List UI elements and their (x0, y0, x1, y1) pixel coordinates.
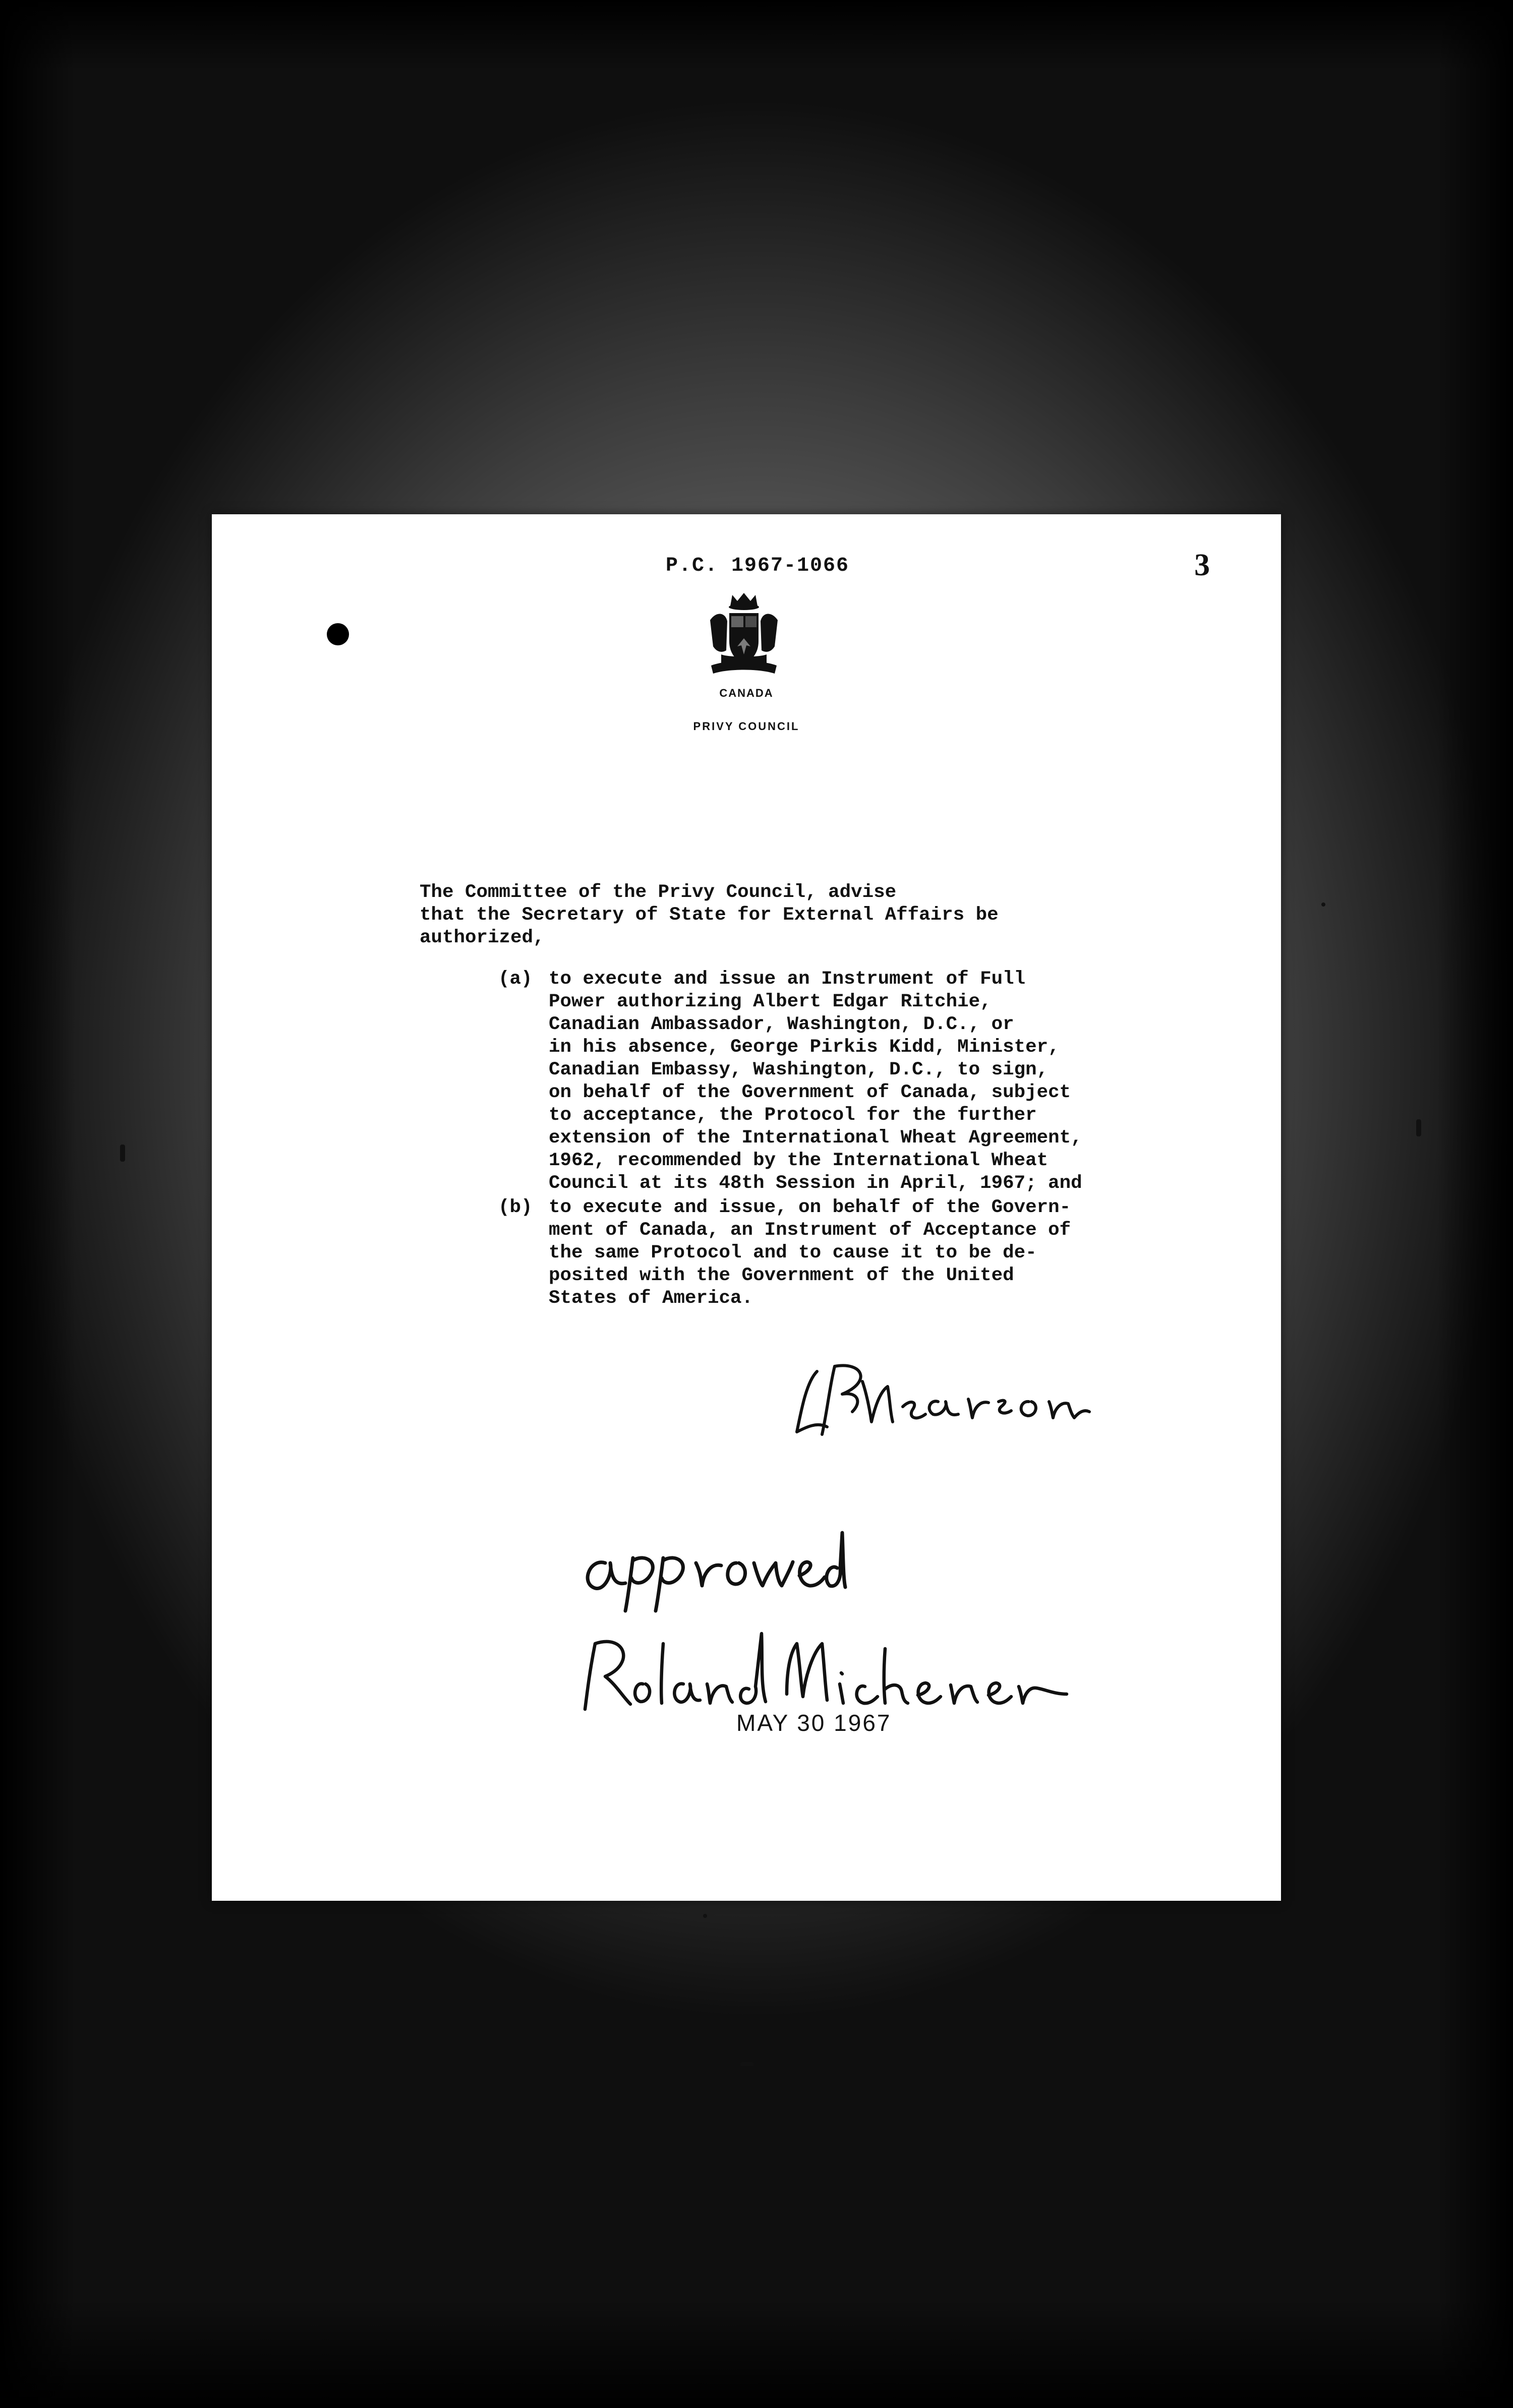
film-speck (703, 1914, 707, 1918)
film-edge-bottom (0, 2299, 1513, 2408)
page-number: 3 (1194, 548, 1210, 582)
clause-a-label: (a) (498, 969, 533, 990)
michener-signature (575, 1613, 1069, 1719)
film-edge-top (0, 0, 1513, 71)
punch-hole (327, 623, 349, 645)
approved-handwritten-note (575, 1513, 847, 1613)
document-page (212, 514, 1281, 1901)
order-number: P.C. 1967-1066 (666, 555, 850, 577)
approval-date-stamp: MAY 30 1967 (736, 1710, 892, 1736)
clause-a-text: to execute and issue an Instrument of Full Power authorizing Albert Edgar Ritchie, Canadian Ambassador, Washington, D.C., or in his absence, George Pirkis Kidd, Minister, Canadian Embassy, Washington, D.C., to sign, on behalf of the Government of Canada, subject to acceptance, the Protocol for the further extension of the International Wheat Agreement, 1962, recommended by the International Wheat Council at its 48th Session in April, 1967; and (549, 969, 1082, 1194)
film-speck (1321, 902, 1325, 907)
film-edge-left (0, 0, 76, 2408)
intro-paragraph: The Committee of the Privy Council, advise that the Secretary of State for External Affairs be authorized, (420, 882, 999, 948)
film-edge-right (1437, 0, 1513, 2408)
council-label: PRIVY COUNCIL (693, 720, 800, 733)
film-speck (1416, 1119, 1421, 1136)
crest-label: CANADA (719, 687, 774, 699)
clause-b-label: (b) (498, 1197, 533, 1218)
pearson-signature (787, 1351, 1125, 1447)
clause-b-text: to execute and issue, on behalf of the Govern- ment of Canada, an Instrument of Acceptance of the same Protocol and to cause it to be de- posited with the Government of the United States of America. (549, 1197, 1071, 1309)
canada-coat-of-arms-icon (706, 590, 782, 681)
film-speck (120, 1145, 125, 1162)
film-speck (740, 2062, 753, 2066)
